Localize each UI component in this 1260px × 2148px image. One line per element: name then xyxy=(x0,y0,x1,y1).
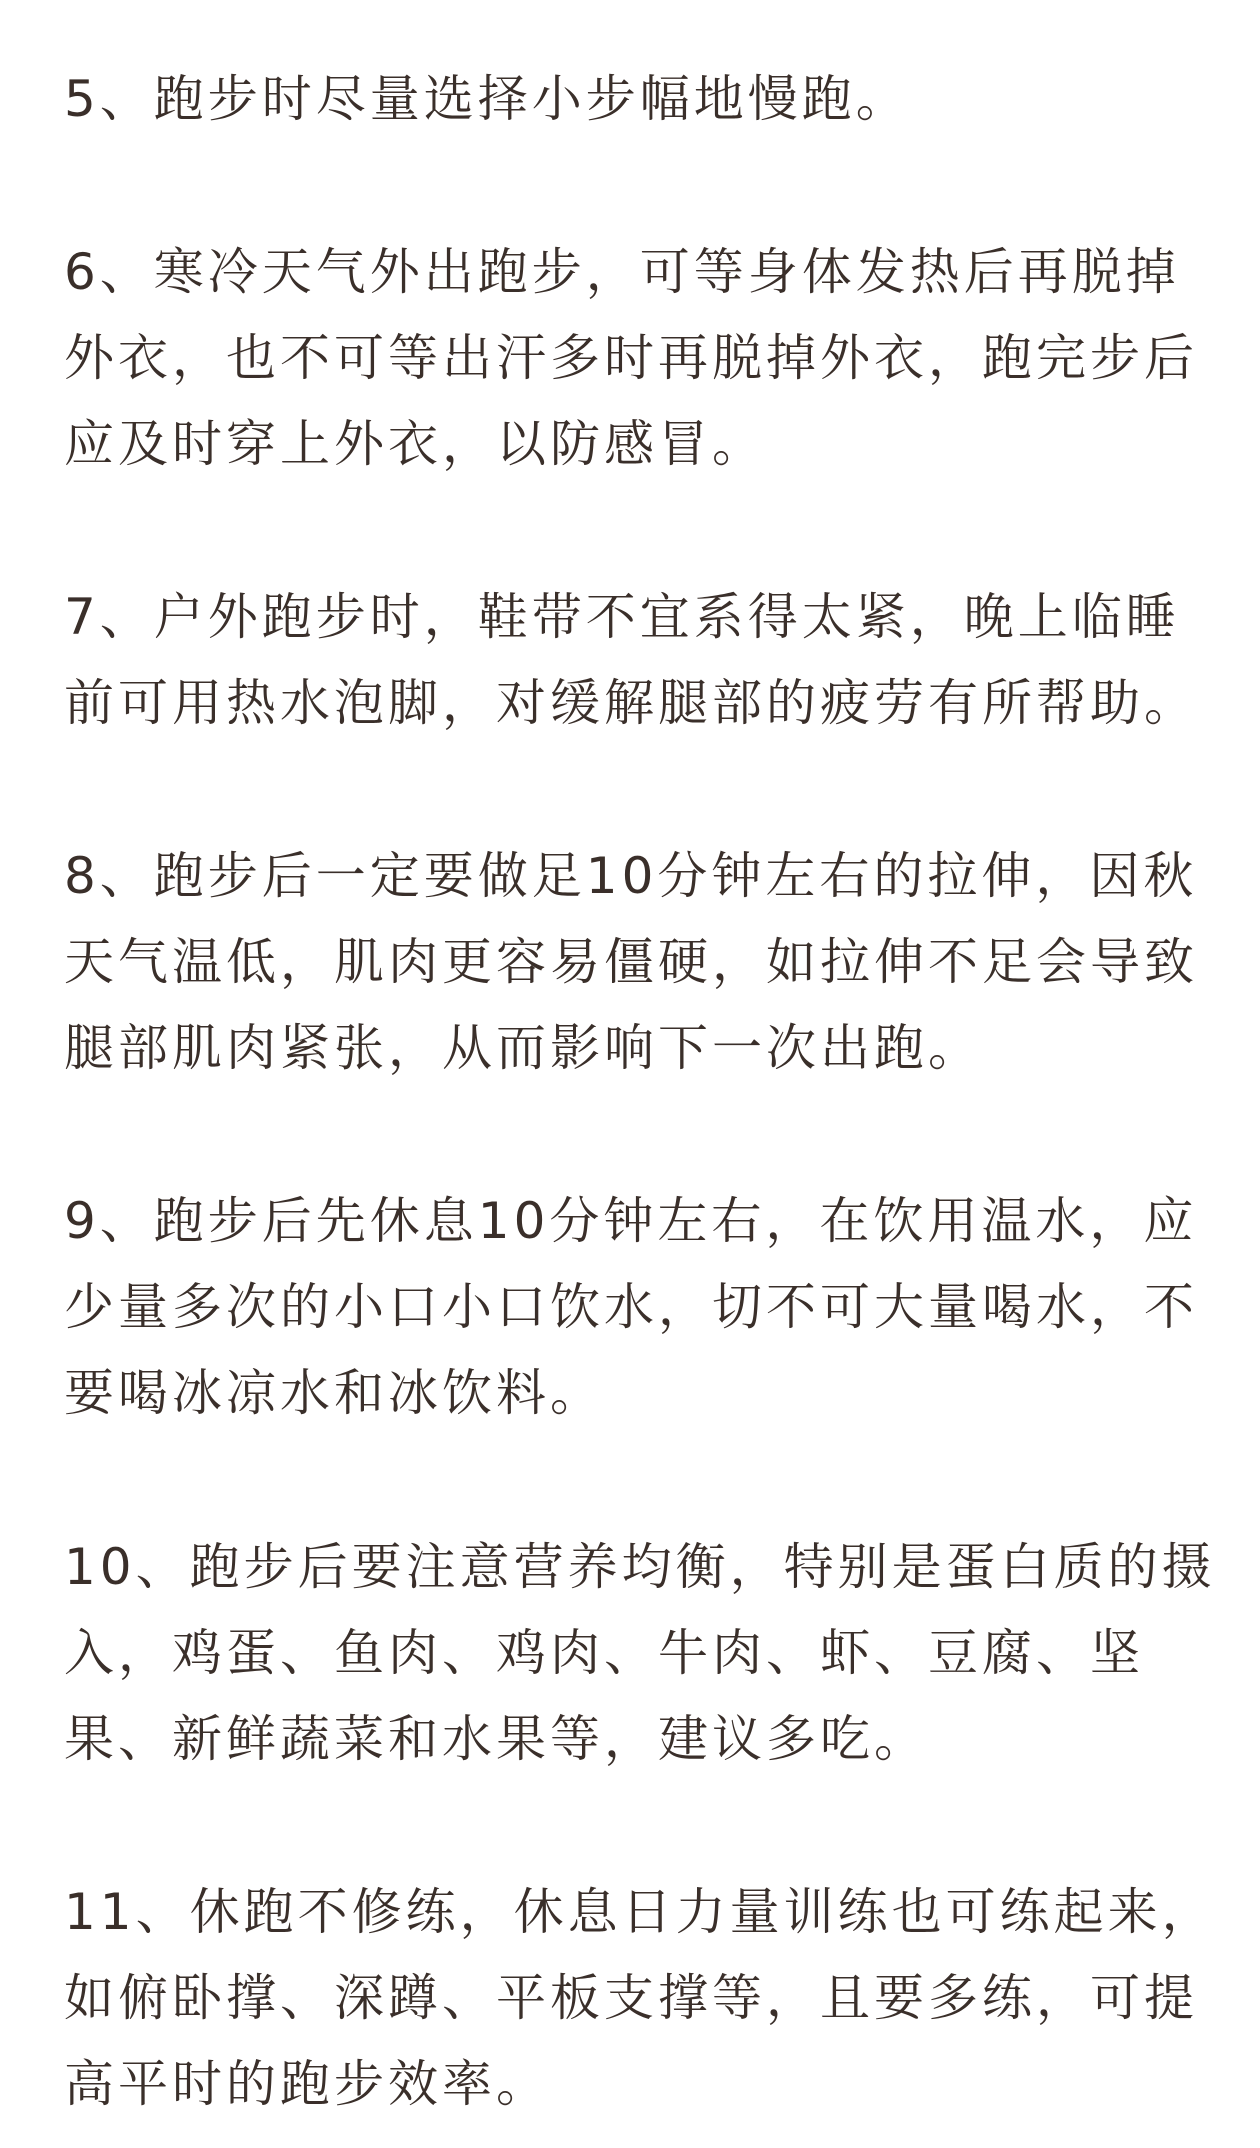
tip-8-line-1: 8、跑步后一定要做足10分钟左右的拉伸，因秋 xyxy=(64,847,1198,905)
tip-7-line-2: 前可用热水泡脚，对缓解腿部的疲劳有所帮助。 xyxy=(64,674,1198,732)
tip-6-line-2: 外衣，也不可等出汗多时再脱掉外衣，跑完步后 xyxy=(64,329,1198,387)
tip-paragraph-6 xyxy=(64,229,1214,487)
tip-5-line-1: 5、跑步时尽量选择小步幅地慢跑。 xyxy=(64,70,910,128)
tip-7-line-1: 7、户外跑步时，鞋带不宜系得太紧，晚上临睡 xyxy=(64,588,1180,646)
tip-11-line-1: 11、休跑不修练，休息日力量训练也可练起来， xyxy=(64,1883,1216,1941)
tip-8-line-2: 天气温低，肌肉更容易僵硬，如拉伸不足会导致 xyxy=(64,933,1198,991)
tip-11-line-3: 高平时的跑步效率。 xyxy=(64,2055,550,2113)
tip-10-line-1: 10、跑步后要注意营养均衡，特别是蛋白质的摄 xyxy=(64,1538,1216,1596)
tip-paragraph-7 xyxy=(64,574,1214,746)
tip-6-line-1: 6、寒冷天气外出跑步，可等身体发热后再脱掉 xyxy=(64,243,1180,301)
tip-10-line-2: 入，鸡蛋、鱼肉、鸡肉、牛肉、虾、豆腐、坚 xyxy=(64,1624,1144,1682)
tip-9-line-1: 9、跑步后先休息10分钟左右，在饮用温水，应 xyxy=(64,1192,1198,1250)
tip-paragraph-5 xyxy=(64,56,1214,142)
tip-9-line-3: 要喝冰凉水和冰饮料。 xyxy=(64,1364,604,1422)
tip-11-line-2: 如俯卧撑、深蹲、平板支撑等，且要多练，可提 xyxy=(64,1969,1198,2027)
tip-paragraph-11 xyxy=(64,1869,1214,2127)
tip-10-line-3: 果、新鲜蔬菜和水果等，建议多吃。 xyxy=(64,1710,928,1768)
tip-9-line-2: 少量多次的小口小口饮水，切不可大量喝水，不 xyxy=(64,1278,1198,1336)
tip-paragraph-10 xyxy=(64,1524,1214,1782)
tip-paragraph-9 xyxy=(64,1178,1214,1436)
tip-6-line-3: 应及时穿上外衣，以防感冒。 xyxy=(64,415,766,473)
tip-8-line-3: 腿部肌肉紧张，从而影响下一次出跑。 xyxy=(64,1019,982,1077)
tip-paragraph-8 xyxy=(64,833,1214,1091)
